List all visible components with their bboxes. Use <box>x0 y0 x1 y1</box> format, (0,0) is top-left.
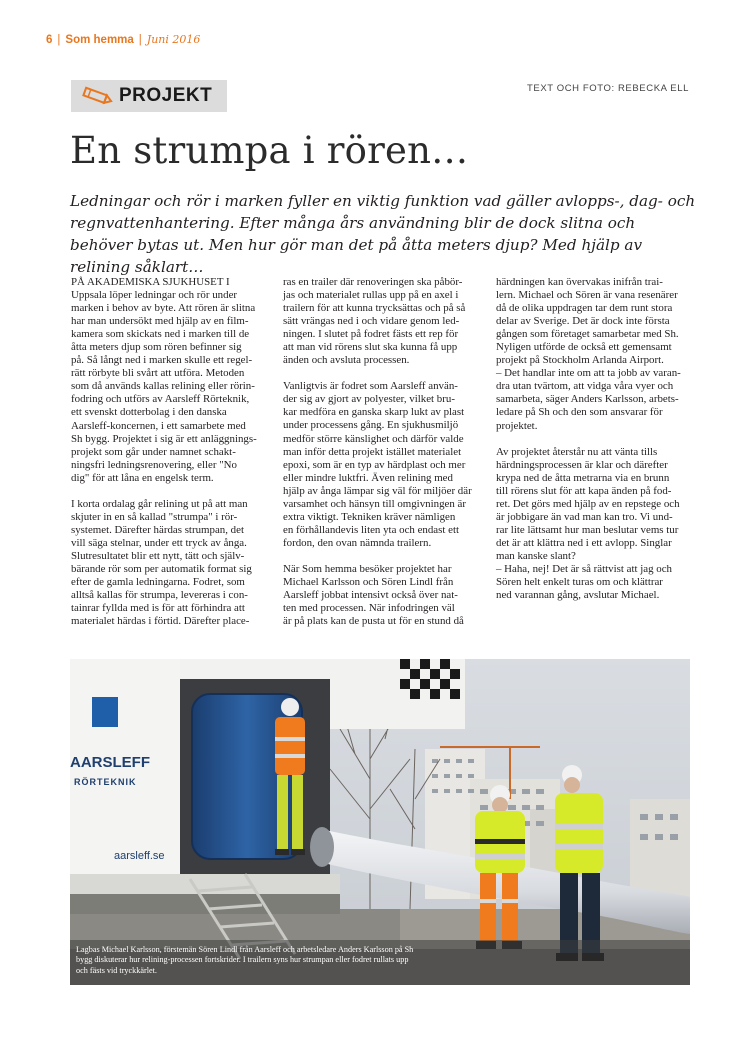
text-line: tainrar fyllda med is för att förhindra att <box>71 602 245 615</box>
text-line: fodring och utförs av Aarsleff Rörteknik, <box>71 393 250 406</box>
text-line: då de olika uppdragen tar dem runt stora <box>496 302 673 315</box>
text-line: rar lite lättsamt hur man beslutar vems tur <box>496 523 679 536</box>
text-line: Aarsleff-koncernen, i ett samarbete med <box>71 419 246 432</box>
text-line: ningen. I slutet på fodret fästs ett rep för <box>283 328 459 341</box>
text-line: är jobbigare än vad man kan tro. Vi und- <box>496 510 673 523</box>
text-line: ett svenskt dotterbolag i den danska <box>71 406 227 419</box>
caption-text: Lagbas Michael Karlsson, förstemän Sören Lindl från Aarsleff och arbetsledare Anders Karlsson på Sh bygg diskuterar hur relining-processen fortskrider. I trailern syns hur strumpan eller fodret rullats upp och fästs vid tryckkärlet. <box>76 945 414 975</box>
text-line: kar medföra en ganska skarp lukt av plast <box>283 406 465 419</box>
text-line: änden och avsluta processen. <box>283 354 410 367</box>
text-line: Michael Karlsson och Sören Lindl från <box>283 575 454 588</box>
paragraph-break <box>71 485 255 498</box>
text-line: extra viktigt. Tekniken kräver nämligen <box>283 510 456 523</box>
text-line: på. Så långt ned i marken skulle ett regel- <box>71 354 253 367</box>
text-line: ten med processen. När infodringen väl <box>283 602 455 615</box>
aarsleff-logo <box>92 697 118 727</box>
text-line: der sig av gjort av polyester, vilket bru- <box>283 393 455 406</box>
text-line: är på plats kan de pusta ut för en stund då <box>283 615 464 628</box>
text-line: epoxi, som är en typ av härdplast och mer <box>283 458 466 471</box>
text-line: dra utan tvärtom, att vidga våra vyer och <box>496 380 674 393</box>
paragraph-break <box>496 433 680 446</box>
text-line: systemet. Därefter härdas strumpan, det <box>71 523 244 536</box>
text-line: skjuter in en så kallad "strumpa" i rör- <box>71 510 238 523</box>
text-line: fordon, den ovan nämnda trailern. <box>283 536 432 549</box>
magazine-name: Som hemma <box>65 34 134 46</box>
text-line: vill säga stelnar, under ett tryck av ånga. <box>71 536 247 549</box>
text-line: Vanligtvis är fodret som Aarsleff använ- <box>283 380 458 393</box>
text-line: ned varannan gång, avslutar Michael. <box>496 589 660 602</box>
text-line: dig" för att låna en engelsk term. <box>71 471 214 484</box>
text-line: åtta meters djup som rören befinner sig <box>71 341 242 354</box>
trailer-url: aarsleff.se <box>114 850 165 862</box>
text-line: alltså kallas för strumpa, levereras i con- <box>71 589 248 602</box>
text-line: har man undersökt med hjälp av en film- <box>71 315 249 328</box>
text-line: Uppsala löper ledningar och rör under <box>71 289 238 302</box>
text-line: Nyligen utförde de också ett gemensamt <box>496 341 672 354</box>
page-number: 6 <box>46 34 53 46</box>
text-line: efter de gamla ledningarna. Fodret, som <box>71 576 245 589</box>
text-line: Aarsleff jobbat intensivt också över nat- <box>283 589 458 602</box>
article-lead: Ledningar och rör i marken fyller en viktig funktion vad gäller avlopps-, dag- och regnvattenhantering. Efter många års användning blir de dock slitna och behöver bytas ut. Men hur gör man det på åtta meters djup? Med hjälp av relining såklart… <box>70 192 696 276</box>
text-line: jas och materialet rullas upp på en axel i <box>283 289 459 302</box>
text-line: gången som företaget samarbetar med Sh. <box>496 328 679 341</box>
text-line: till rörens slut för att kapa änden på fod- <box>496 484 672 497</box>
text-line: ras en trailer där renoveringen ska påbör- <box>283 276 463 288</box>
section-label: PROJEKT <box>119 85 213 106</box>
trailer-sub: RÖRTEKNIK <box>74 777 137 787</box>
pencil-icon <box>81 86 113 106</box>
text-line: projekt som går under namnet schakt- <box>71 445 236 458</box>
photo-credit: TEXT OCH FOTO: REBECKA ELL <box>526 83 689 94</box>
text-line: härdningen kan övervakas inifrån trai- <box>496 276 663 288</box>
text-line: sätt vrängas ned i och vidare genom led- <box>283 315 460 328</box>
text-line: ningsfri ledningsrenovering, eller "No <box>71 458 237 471</box>
text-line: projekt på Stockholm Arlanda Airport. <box>496 354 664 367</box>
text-line: trailern för att kunna trycksättas och på så <box>283 302 466 315</box>
text-line: att man vid rörens slut ska kunna få upp <box>283 341 458 354</box>
text-line: Av projektet återstår nu att vänta tills <box>496 445 658 458</box>
issue-date: Juni 2016 <box>146 33 201 46</box>
text-line: man inför detta projekt istället materialet <box>283 445 462 458</box>
text-line: rätt rörbyte bli svårt att utföra. Metoden <box>71 367 245 380</box>
text-line: lern. Michael och Sören är vana resenärer <box>496 289 678 302</box>
text-line: bärande rör som per automatik format sig <box>71 562 252 575</box>
text-line: I korta ordalag går relining ut på att man <box>71 497 248 510</box>
text-line: projektet. <box>496 419 538 432</box>
header-separator: | <box>138 34 142 46</box>
text-line: härdningsprocessen är klar och därefter <box>496 458 668 471</box>
section-tag <box>71 80 227 112</box>
text-line: ledare på Sh och den som ansvarar för <box>496 406 663 419</box>
text-column-2 <box>283 276 472 628</box>
text-line: varsamhet och hänsyn till omgivningen är <box>283 497 466 510</box>
article-title: En strumpa i rören… <box>70 129 469 172</box>
text-line: samarbeta, säger Anders Karlsson, arbets- <box>496 393 679 406</box>
text-line: krypa ned de åtta metrarna via en brunn <box>496 471 670 484</box>
text-line: materialet härdas i förtid. Därefter place- <box>71 615 250 628</box>
paragraph-break <box>283 550 467 563</box>
text-line: det är att klättra ned i ett avlopp. Singlar <box>496 536 672 549</box>
text-column-3 <box>496 276 680 602</box>
text-line: hjälp av ånga lämpar sig väl för miljöer där <box>283 484 472 497</box>
trailer-brand: AARSLEFF <box>70 754 150 771</box>
text-line: – Haha, nej! Det är så rättvist att jag och <box>496 562 672 575</box>
page-header <box>46 33 200 46</box>
article-photo <box>70 659 690 985</box>
photo-caption <box>70 940 690 985</box>
text-line: Sören helt enkelt turas om och klättrar <box>496 576 663 589</box>
text-line: medför större känslighet och därför valde <box>283 432 464 445</box>
text-line: Sh bygg. Projektet i sig är ett anläggnings- <box>71 432 257 445</box>
text-line: man kanske slant? <box>496 549 576 562</box>
text-line: en förhållandevis liten yta och endast ett <box>283 523 460 536</box>
text-line: – Det handlar inte om att ta jobb av varan- <box>496 367 681 380</box>
header-separator: | <box>57 34 61 46</box>
text-line: delar av Sverige. Det är dock inte första <box>496 315 670 328</box>
text-line: Slutresultatet blir ett nytt, tätt och själv- <box>71 549 245 562</box>
text-line: marken i behov av byte. Att rören är slitna <box>71 302 256 315</box>
text-line: ret. Det görs med hjälp av en repstege och <box>496 497 680 510</box>
text-line: PÅ AKADEMISKA SJUKHUSET I <box>71 276 230 288</box>
text-line: som då används kallas relining eller rörin- <box>71 380 255 393</box>
paragraph-break <box>283 367 467 380</box>
text-line: När Som hemma besöker projektet har <box>283 562 452 575</box>
text-column-1 <box>71 276 255 628</box>
text-line: under processens gång. En sjukhusmiljö <box>283 419 459 432</box>
text-line: kamera som skickats ned i marken till de <box>71 328 250 341</box>
text-line: eller mindre luktfri. Även relining med <box>283 471 453 484</box>
